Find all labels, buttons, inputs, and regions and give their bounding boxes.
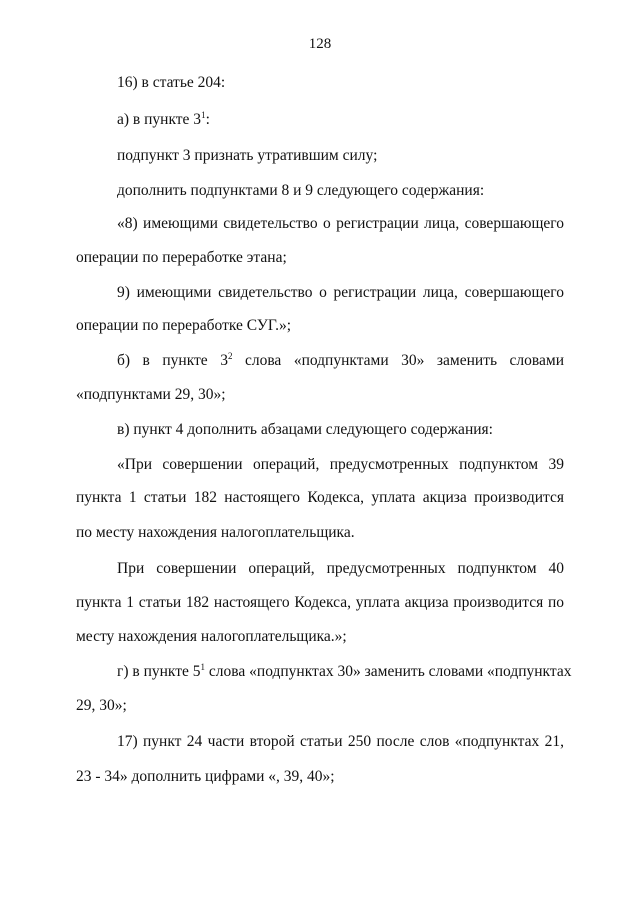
text-line: 17) пункт 24 части второй статьи 250 после слов «подпунктах 21, — [117, 733, 564, 750]
page-number: 128 — [308, 36, 332, 52]
text-line: операции по переработке СУГ.»; — [76, 317, 292, 334]
text-line: г) в пункте $5^1$ слова «подпунктах 30» заменить словами «подпунктах — [117, 662, 572, 680]
text-line: операции по переработке этана; — [76, 249, 287, 266]
text-line: 29, 30»; — [76, 697, 127, 714]
text-line: пункта 1 статьи 182 настоящего Кодекса, уплата акциза производится по — [76, 594, 564, 611]
text-line: 9) имеющими свидетельство о регистрации лица, совершающего — [117, 284, 564, 301]
text-line: «8) имеющими свидетельство о регистрации лица, совершающего — [117, 215, 564, 232]
text-line: б) в пункте $3^2$ слова «подпунктами 30» заменить словами — [117, 351, 565, 369]
text-line: «При совершении операций, предусмотренных подпунктом 39 — [117, 456, 564, 473]
text-line: пункта 1 статьи 182 настоящего Кодекса, уплата акциза производится — [76, 489, 564, 506]
text-line: по месту нахождения налогоплательщика. — [76, 524, 355, 541]
text-line: месту нахождения налогоплательщика.»; — [76, 628, 347, 645]
text-line: подпункт 3 признать утратившим силу; — [117, 147, 378, 164]
text-line: в) пункт 4 дополнить абзацами следующего содержания: — [117, 421, 493, 438]
text-line: дополнить подпунктами 8 и 9 следующего содержания: — [117, 182, 485, 199]
text-line: а) в пункте $3^1$: — [117, 110, 210, 128]
text-line: 16) в статье 204: — [117, 74, 226, 91]
text-line: При совершении операций, предусмотренных подпунктом 40 — [117, 560, 564, 577]
text-line: 23 - 34» дополнить цифрами «, 39, 40»; — [76, 768, 335, 785]
text-line: «подпунктами 29, 30»; — [76, 386, 226, 403]
